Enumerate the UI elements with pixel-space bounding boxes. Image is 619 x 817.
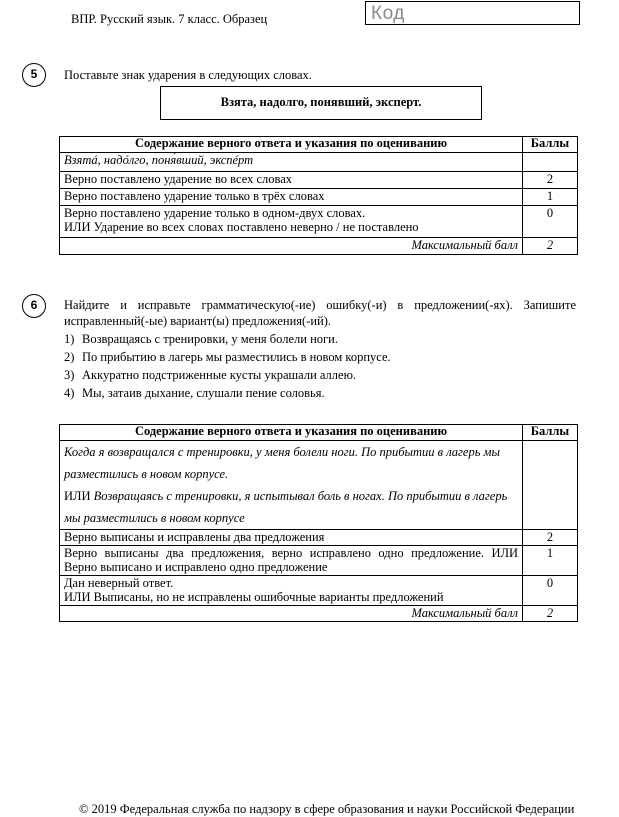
task-6-options	[64, 330, 576, 402]
or-prefix: ИЛИ	[64, 489, 94, 503]
criterion-text: Верно поставлено ударение только в трёх словах	[60, 189, 523, 206]
criterion-text	[60, 576, 523, 606]
task-5-scoring-table	[59, 136, 578, 255]
correct-answer: Взятá, надóлго, поня́вший, экспéрт	[60, 153, 523, 172]
criterion-line: Дан неверный ответ.	[64, 576, 174, 590]
correct-answer	[60, 441, 523, 530]
table-header-points: Баллы	[523, 425, 578, 441]
option-item	[64, 366, 576, 384]
document-header-title: ВПР. Русский язык. 7 класс. Образец	[71, 12, 268, 26]
criterion-points: 0	[523, 576, 578, 606]
criterion-points: 1	[523, 546, 578, 576]
criterion-line: Верно поставлено ударение только в одном-двух словах.	[64, 206, 366, 220]
answer-line: Когда я возвращался с тренировки, у меня болели ноги. По прибытии в лагерь мы	[64, 445, 500, 459]
answer-line: разместились в новом корпусе.	[64, 467, 229, 481]
max-score-label: Максимальный балл	[60, 238, 523, 255]
option-item	[64, 384, 576, 402]
task-5-words-box: Взята, надолго, понявший, эксперт.	[160, 86, 482, 120]
answer-alt-text: Возвращаясь с тренировки, я испытывал боль в ногах. По прибытии в лагерь	[93, 489, 508, 503]
table-header-content: Содержание верного ответа и указания по оцениванию	[60, 137, 523, 153]
answer-alt-line	[64, 485, 518, 507]
task-6-scoring-table	[59, 424, 578, 622]
code-field[interactable]	[365, 1, 580, 25]
criterion-points: 0	[523, 206, 578, 238]
option-text: Возвращаясь с тренировки, у меня болели ноги.	[82, 332, 338, 346]
criterion-line: ИЛИ Выписаны, но не исправлены ошибочные варианты предложений	[64, 590, 444, 604]
option-number: 2)	[64, 350, 75, 364]
task-6-number: 6	[22, 294, 46, 318]
option-text: По прибытию в лагерь мы разместились в новом корпусе.	[82, 350, 391, 364]
criterion-line: ИЛИ Ударение во всех словах поставлено неверно / не поставлено	[64, 220, 419, 234]
task-5-number: 5	[22, 63, 46, 87]
option-number: 1)	[64, 332, 75, 346]
criterion-text	[60, 206, 523, 238]
table-header-content: Содержание верного ответа и указания по оцениванию	[60, 425, 523, 441]
max-score-value: 2	[523, 606, 578, 622]
max-score-value: 2	[523, 238, 578, 255]
footer-copyright: © 2019 Федеральная служба по надзору в сфере образования и науки Российской Федерации	[79, 802, 575, 816]
criterion-text: Верно выписаны и исправлены два предложения	[60, 530, 523, 546]
option-item	[64, 348, 576, 366]
criterion-text: Верно выписаны два предложения, верно исправлено одно предложение. ИЛИ Верно выписано и исправлено одно предложение	[60, 546, 523, 576]
option-number: 3)	[64, 368, 75, 382]
criterion-points: 2	[523, 172, 578, 189]
criterion-points: 1	[523, 189, 578, 206]
max-score-label: Максимальный балл	[60, 606, 523, 622]
task-6-prompt: Найдите и исправьте грамматическую(-ие) ошибку(-и) в предложении(-ях). Запишите исправленный(-ые) вариант(ы) предложения(-ий).	[64, 298, 576, 328]
task-5-prompt: Поставьте знак ударения в следующих словах.	[64, 68, 312, 82]
answer-line: мы разместились в новом корпусе	[64, 511, 245, 525]
option-text: Аккуратно подстриженные кусты украшали аллею.	[82, 368, 357, 382]
code-field-label: Код	[371, 3, 405, 24]
table-header-points: Баллы	[523, 137, 578, 153]
criterion-text: Верно поставлено ударение во всех словах	[60, 172, 523, 189]
option-number: 4)	[64, 386, 75, 400]
criterion-points: 2	[523, 530, 578, 546]
option-item	[64, 330, 576, 348]
option-text: Мы, затаив дыхание, слушали пение соловья.	[82, 386, 325, 400]
